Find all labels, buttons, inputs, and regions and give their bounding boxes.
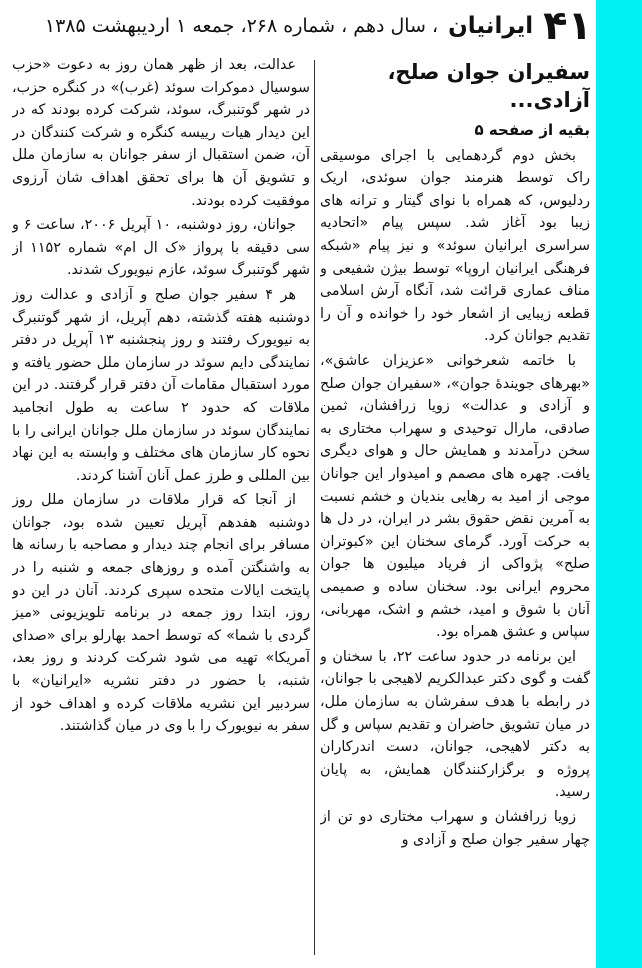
paragraph: عدالت، بعد از ظهر همان روز به دعوت «حزب سوسیال دموکرات سوئد (غرب)» در کنگره حزب، در شهر گوتنبرگ، سوئد، شرکت کرده بودند که در این دیدار هیات رییسه کنگره و شرکت کنندگان در آن، ضمن استقبال از سفر جوانان به سازمان ملل و تشویق آن ها برای تحقق اهداف شان آرزوی موفقیت کرده بودند. bbox=[12, 57, 310, 209]
newspaper-name: ایرانیان bbox=[448, 13, 534, 39]
paragraph: از آنجا که قرار ملاقات در سازمان ملل روز دوشنبه هفدهم آپریل تعیین شده بود، جوانان مسافر برای انجام چند دیدار و مصاحبه با رسانه ها به واشنگتن آمده و روزهای جمعه و شنبه را در پایتخت ایالات متحده سپری کردند. آنان در این دو روز، ابتدا روز جمعه در برنامه تلویزیونی «میز گردی با شما» که توسط احمد بهارلو برای «صدای آمریکا» تهیه می شود شرکت کردند و روز بعد، شنبه، با حضور در دفتر نشریه «ایرانیان» با سردبیر این نشریه ملاقات کرده و اهداف خود از سفر به نیویورک را با وی در میان گذاشتند. bbox=[12, 492, 310, 735]
column-divider bbox=[314, 60, 315, 955]
right-column bbox=[320, 54, 590, 954]
paragraph: این برنامه در حدود ساعت ۲۲، با سخنان و گفت و گوی دکتر عبدالکریم لاهیجی با جوانان، در رابطه با هدف سفرشان به سازمان ملل، در میان تشویق حاضران و تقدیم سپاس و گل به دکتر لاهیجی، جوانان، دست اندرکاران پروژه و برگزارکنندگان همایش، به پایان رسید. bbox=[320, 648, 590, 801]
paragraph: جوانان، روز دوشنبه، ۱۰ آپریل ۲۰۰۶، ساعت ۶ و سی دقیقه با پرواز «ک ال ام» شماره ۱۱۵۲ از شهر گوتنبرگ سوئد، عازم نیویورک شدند. bbox=[12, 217, 310, 279]
paragraph: بخش دوم گردهمایی با اجرای موسیقی راک توسط هنرمند جوان سوئدی، اریک ردلیوس، که همراه با نوای گیتار و ترانه های زیبا بود آغاز شد. سپس پیام «اتحادیه سراسری ایرانیان سوئد» و نیز پیام «شبکه فرهنگی ایرانیان اروپا» توسط بیژن شفیعی و مناف عماری قرائت شد، آنگاه آرش اسلامی قطعه زیبایی از اشعار خود را خوانده و آن را تقدیم جوانان کرد. bbox=[320, 147, 590, 345]
page-header bbox=[12, 3, 592, 49]
continued-from-label: بقیه از صفحه ۵ bbox=[474, 120, 590, 139]
page-number: ۴۱ bbox=[543, 3, 592, 49]
paragraph: زویا زرافشان و سهراب مختاری دو تن از چهار سفیر جوان صلح و آزادی و bbox=[320, 808, 590, 848]
left-column bbox=[12, 54, 310, 954]
cyan-margin-strip bbox=[596, 0, 642, 968]
paragraph: با خاتمه شعرخوانی «عزیزان عاشق»، «بهرهای جویندهٔ جوان»، «سفیران جوان صلح و آزادی و عدالت» زویا زرافشان، ثمین صادقی، مارال توحیدی و سهراب مختاری به سخن درآمدند و همایش حال و هوای دیگری یافت. چهره های مصمم و امیدوار این جوانان موجی از امید به رهایی بندیان و خشم نسبت به آمرین نقض حقوق بشر در ایران، در دل ها به حرکت آورد. گرمای سخنان این «کبوتران صلح» پژواکی از فریاد میلیون ها جوان محروم ایرانی بود. سخنان ساده و صمیمی آنان با شوق و امید، خشم و اشک، مهربانی، سپاس و عشق همراه بود. bbox=[320, 353, 590, 641]
issue-info: ، سال دهم ، شماره ۲۶۸، جمعه ۱ اردیبهشت ۱۳۸۵ bbox=[44, 15, 439, 37]
paragraph: هر ۴ سفیر جوان صلح و آزادی و عدالت روز دوشنبه هفته گذشته، دهم آپریل، از شهر گوتنبرگ به نیویورک رفتند و روز پنجشنبه ۱۳ آپریل در دفتر نمایندگی دایم سوئد در سازمان ملل حضور یافته و مورد استقبال مقامات آن دفتر قرار گرفتند. در این ملاقات که حدود ۲ ساعت به طول انجامید نمایندگان سوئد در سازمان ملل جوانان ایرانی را با نحوه کار سازمان های مختلف و وابسته به این نهاد بین المللی و طرز عمل آنان آشنا کردند. bbox=[12, 286, 310, 484]
article-title: سفیران جوان صلح، آزادی... bbox=[387, 60, 590, 113]
